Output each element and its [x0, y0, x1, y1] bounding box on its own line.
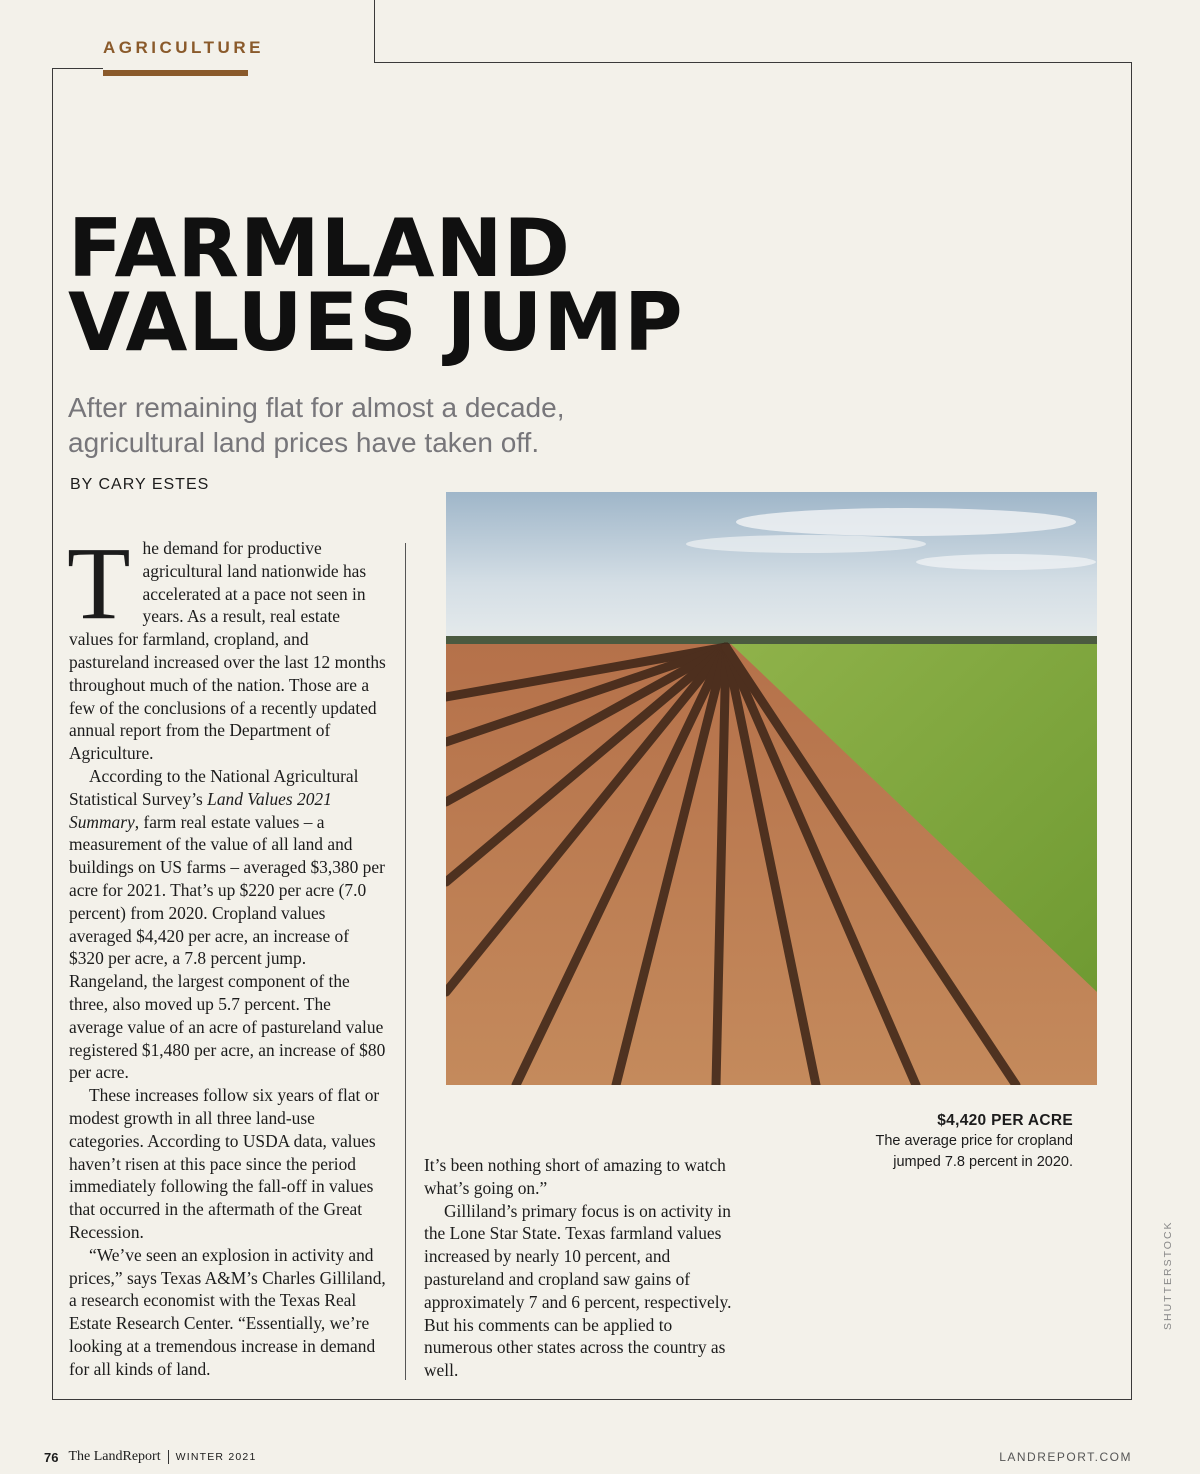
frame-line-top-stub: [374, 0, 375, 62]
headline: [68, 202, 684, 369]
frame-line-top: [374, 62, 1132, 63]
issue-date: WINTER 2021: [175, 1451, 257, 1463]
body-paragraph-6: Gilliland’s primary focus is on activity in the Lone Star State. Texas farmland values increased by nearly 10 percent, and pastureland and cropland saw gains of approximately 7 and 6 percent, respectively. But his comments can be applied to numerous other states across the country as well.: [424, 1200, 732, 1381]
frame-line-bottom: [52, 1399, 1132, 1400]
footer-separator: [168, 1450, 169, 1464]
farmland-photo: [446, 492, 1097, 1085]
body-column-2: [424, 1154, 742, 1382]
report-title: Land Values 2021 Summary: [69, 788, 332, 832]
section-tag: AGRICULTURE: [103, 38, 264, 57]
website-link[interactable]: LANDREPORT.COM: [999, 1450, 1132, 1464]
caption-text: The average price for cropland jumped 7.8 percent in 2020.: [875, 1133, 1073, 1170]
frame-line-left: [52, 68, 53, 1400]
page-number: 76: [44, 1449, 59, 1465]
body-paragraph-5: It’s been nothing short of amazing to watch what’s going on.”: [424, 1155, 726, 1198]
footer-left: [44, 1449, 257, 1465]
body-column-1: [67, 526, 387, 1380]
frame-line-left-top: [52, 68, 103, 69]
headline-line-1: FARMLAND: [68, 202, 571, 295]
drop-cap: T: [67, 526, 131, 641]
body-paragraph-2: According to the National Agricultural Statistical Survey’s Land Values 2021 Summary, farm real estate values – a measurement of the value of all land and buildings on US farms – averaged $3,380 per acre for 2021. That’s up $220 per acre (7.0 percent) from 2020. Cropland values averaged $4,420 per acre, an increase of $320 per acre, a 7.8 percent jump. Rangeland, the largest component of the three, also moved up 5.7 percent. The average value of an acre of pastureland value registered $1,480 per acre, an increase of $80 per acre.: [69, 765, 386, 1083]
photo-caption: [873, 1110, 1073, 1173]
caption-headline: $4,420 PER ACRE: [937, 1112, 1073, 1129]
body-paragraph-1: The demand for productive agricultural land nationwide has accelerated at a pace not seen in years. As a result, real estate values for farmland, cropland, and pastureland increased over the last 12 months throughout much of the nation. Those are a few of the conclusions of a recently updated annual report from the Department of Agriculture.: [67, 526, 386, 764]
body-paragraph-4: “We’ve seen an explosion in activity and prices,” says Texas A&M’s Charles Gilliland, a research economist with the Texas Real Estate Research Center. “Essentially, we’re looking at a tremendous increase in demand for all kinds of land.: [69, 1244, 386, 1379]
magazine-name: The LandReport: [68, 1449, 161, 1464]
dek-subtitle: After remaining flat for almost a decade, agricultural land prices have taken off.: [68, 392, 565, 458]
column-divider: [405, 543, 406, 1380]
body-paragraph-3: These increases follow six years of flat or modest growth in all three land-use categories. According to USDA data, values haven’t risen at this pace since the period immediately following the fall-off in values that occurred in the aftermath of the Great Recession.: [69, 1085, 380, 1242]
byline: BY CARY ESTES: [70, 476, 210, 493]
photo-credit: SHUTTERSTOCK: [1162, 1220, 1174, 1330]
section-rule: [103, 70, 248, 76]
headline-line-2: VALUES JUMP: [68, 276, 684, 369]
frame-line-right: [1131, 62, 1132, 1400]
